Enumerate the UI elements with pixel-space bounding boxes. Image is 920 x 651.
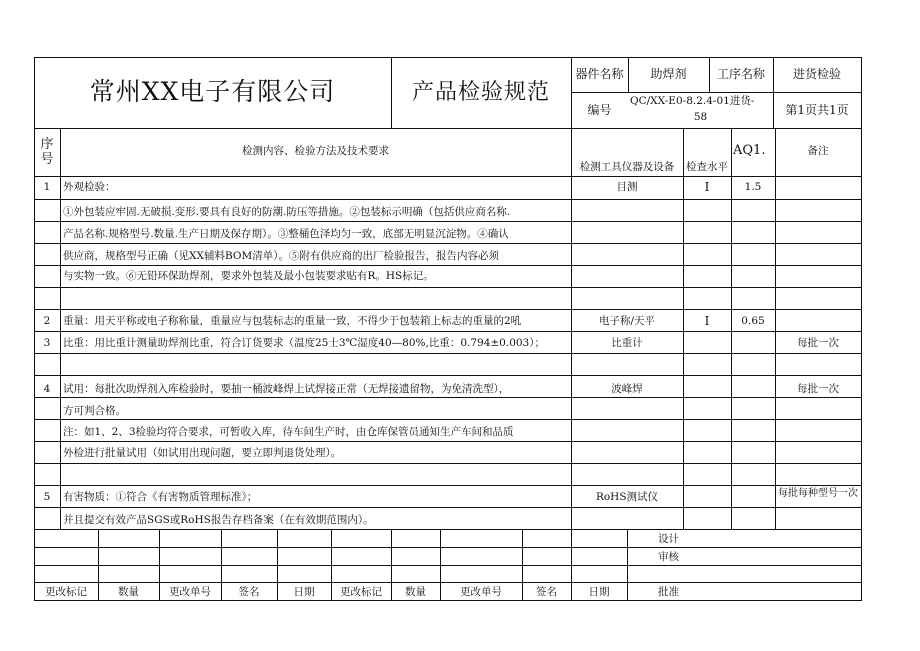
row-remark: 每批一次: [797, 337, 839, 349]
signature-label: 签名: [238, 586, 260, 598]
row-remark: 每批每种型号一次: [778, 488, 858, 499]
rule: [34, 397, 862, 398]
change-mark-label: 更改标记: [45, 586, 87, 598]
row-text: 方可判合格。: [63, 405, 126, 417]
row-tool: 目测: [616, 181, 638, 193]
rule: [34, 57, 862, 58]
row-text: 与实物一致。⑥无铅环保助焊剂，要求外包装及最小包装要求贴有R。HS标记。: [63, 270, 434, 282]
row-text: 比重：用比重计测量助焊剂比重，符合订货要求（温度25士3℃湿度40—80%,比重：0.794±0.003）；: [63, 337, 545, 349]
rule: [34, 507, 862, 508]
design-label: 设计: [658, 533, 679, 545]
row-text: 供应商，规格型号正确（见XX辅料BOM清单）。⑤附有供应商的出厂检验报告，报告内容必须: [63, 250, 499, 262]
rule: [34, 287, 862, 288]
page-count: 第1页共1页: [785, 103, 849, 117]
rule: [34, 243, 862, 244]
row-aql: 1.5: [744, 181, 762, 193]
row-text: 有害物质：①符合《有害物质管理标准》；: [63, 491, 258, 503]
row-tool: 电子称/天平: [598, 315, 656, 327]
rule: [861, 57, 862, 601]
change-mark-label: 更改标记: [340, 586, 382, 598]
row-number: 3: [43, 337, 51, 349]
part-name-value: 助焊剂: [650, 67, 687, 81]
row-number: 1: [43, 181, 51, 193]
col-seq: 号: [40, 152, 54, 167]
document-code: QC/XX-E0-8.2.4-01进货-: [630, 95, 755, 107]
row-text: 外检进行批量试用（如试用出现问题，要立即判退货处理）。: [63, 447, 342, 459]
rule: [34, 331, 862, 332]
row-tool: 波峰焊: [611, 383, 643, 395]
rule: [34, 128, 862, 129]
row-text: ①外包装应牢固.无破损.变形.要具有良好的防潮.防压等措施。②包装标示明确（包括供应商名称.: [63, 206, 511, 218]
rule: [34, 485, 862, 486]
rule: [34, 353, 862, 354]
rule: [34, 463, 862, 464]
row-level: I: [704, 314, 710, 328]
process-label: 工序名称: [716, 67, 765, 81]
row-remark: 每批一次: [797, 383, 839, 395]
row-text: 注：如1、2、3检验均符合要求，可暂收入库，待车间生产时，由仓库保管员通知生产车间和品质: [63, 426, 514, 438]
review-label: 审核: [658, 551, 679, 563]
row-text: 外观检验：: [63, 181, 116, 193]
row-text: 试用：每批次助焊剂入库检验时，要抽一桶波峰焊上试焊接正常（无焊接遗留物，为免清洗型），: [63, 383, 510, 395]
col-inspection-level: 检查水平: [686, 161, 728, 173]
quantity-label: 数量: [405, 586, 426, 598]
company-name: 常州XX电子有限公司: [89, 77, 336, 106]
col-seq: 序: [40, 137, 54, 152]
code-label: 编号: [587, 103, 612, 117]
date-label: 日期: [293, 586, 315, 598]
signature-label: 签名: [536, 586, 557, 598]
col-aql: AQ1.: [733, 143, 766, 158]
row-number: 5: [43, 491, 51, 503]
process-value: 进货检验: [792, 67, 841, 81]
rule: [34, 176, 862, 177]
rule: [775, 128, 776, 530]
approve-label: 批准: [658, 586, 679, 598]
row-text: 重量：用天平称或电子称称量，重量应与包装标志的重量一致，不得少于包装箱上标志的重量的2吼: [63, 315, 522, 327]
rule: [571, 92, 862, 93]
rule: [34, 199, 862, 200]
col-remark: 备注: [807, 145, 829, 157]
quantity-label: 数量: [118, 586, 139, 598]
change-number-label: 更改单号: [169, 586, 211, 598]
row-aql: 0.65: [741, 315, 765, 327]
col-tools: 检测工具仪器及设备: [579, 161, 675, 173]
rule: [34, 441, 862, 442]
rule: [34, 221, 862, 222]
document-code-suffix: 58: [693, 111, 708, 123]
row-text: 并且提交有效产品SGS或RoHS报告存档备案（在有效期范围内）。: [63, 514, 374, 526]
row-level: I: [704, 180, 710, 194]
rule: [60, 128, 61, 530]
rule: [34, 375, 862, 376]
row-number: 2: [43, 315, 51, 327]
rule: [34, 265, 862, 266]
date-label: 日期: [588, 586, 610, 598]
row-text: 产品名称.规格型号.数量.生产日期及保存期）。③整桶色泽均匀一致，底部无明显沉淀物。④确认: [63, 228, 509, 240]
rule: [34, 309, 862, 310]
document-type: 产品检验规范: [411, 80, 550, 105]
row-tool: RoHS测试仪: [595, 491, 659, 503]
col-content: 检测内容、检验方法及技术要求: [242, 145, 389, 157]
part-name-label: 器件名称: [575, 67, 624, 81]
change-number-label: 更改单号: [460, 586, 502, 598]
row-tool: 比重计: [611, 337, 643, 349]
row-number: 4: [43, 383, 51, 395]
rule: [34, 419, 862, 420]
